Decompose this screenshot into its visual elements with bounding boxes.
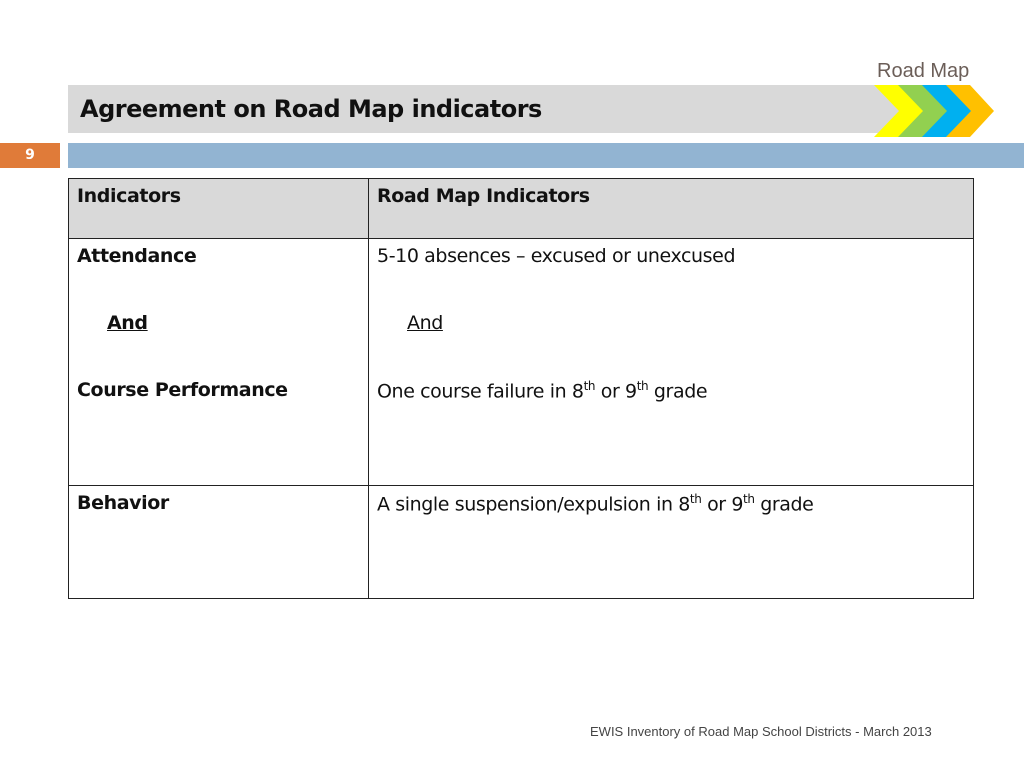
page-title: Agreement on Road Map indicators xyxy=(80,95,542,123)
indicator-course-performance: Course Performance xyxy=(77,379,288,401)
table-cell xyxy=(69,239,369,486)
table-row xyxy=(69,486,974,599)
header-rule xyxy=(68,143,1024,168)
footer-text: EWIS Inventory of Road Map School Districts - March 2013 xyxy=(590,724,932,739)
column-header: Road Map Indicators xyxy=(369,179,974,239)
slide-number: 9 xyxy=(0,143,60,168)
table-row xyxy=(69,239,974,486)
column-header: Indicators xyxy=(69,179,369,239)
course-criterion: One course failure in 8th or 9th grade xyxy=(377,379,708,403)
table-cell: A single suspension/expulsion in 8th or 9th grade xyxy=(369,486,974,599)
indicators-table xyxy=(68,178,974,599)
attendance-criterion: 5-10 absences – excused or unexcused xyxy=(377,245,736,267)
table-cell xyxy=(369,239,974,486)
connector-and: And xyxy=(407,312,443,334)
table-cell: Behavior xyxy=(69,486,369,599)
chevron-arrows-icon xyxy=(874,85,999,137)
connector-and: And xyxy=(107,312,148,334)
indicator-attendance: Attendance xyxy=(77,245,197,267)
table-header-row xyxy=(69,179,974,239)
section-label: Road Map xyxy=(877,60,970,82)
